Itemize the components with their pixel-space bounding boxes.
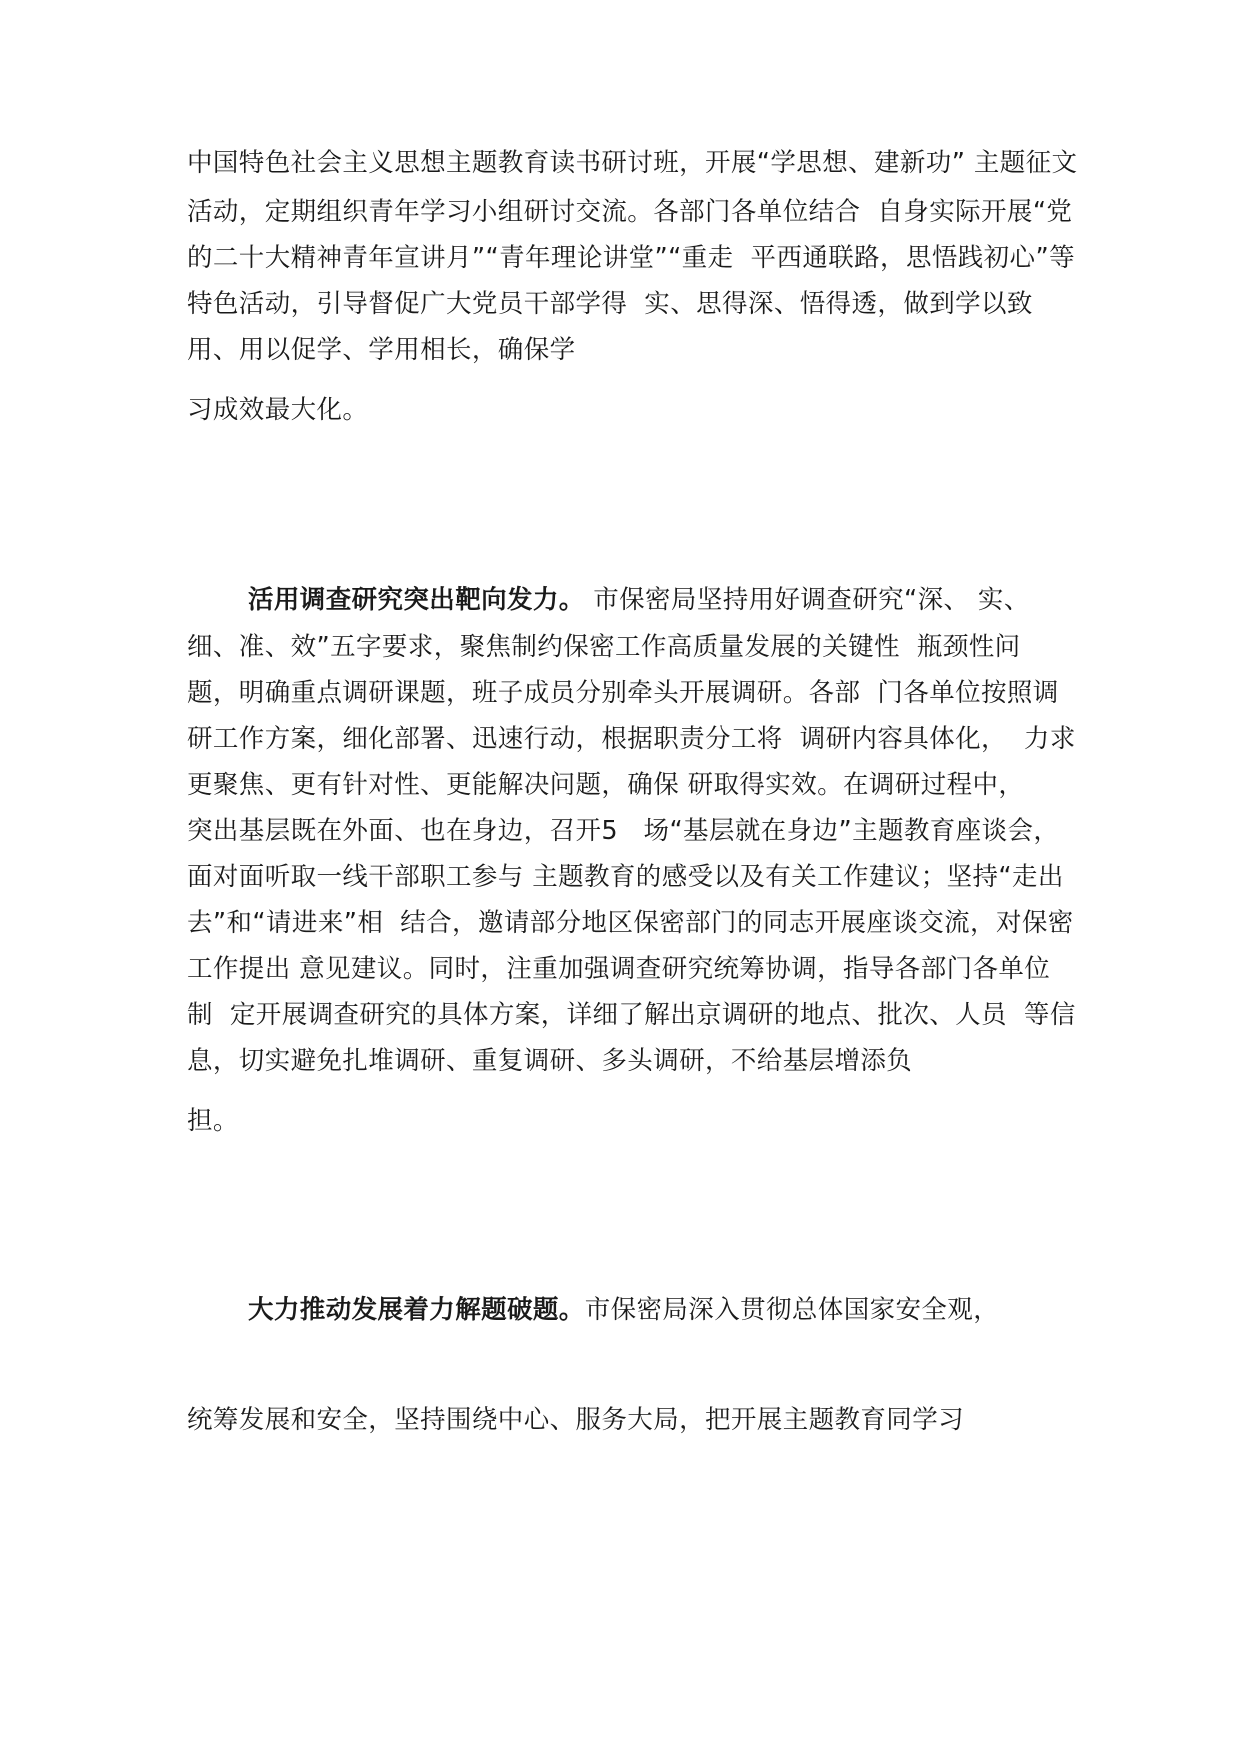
heading-continuation: 市保密局坚持用好调查研究“深、 实、 — [593, 585, 1030, 615]
section-heading: 活用调查研究突出靶向发力。 — [248, 585, 585, 615]
paragraph-line: 研工作方案，细化部署、迅速行动，根据职责分工将 调研内容具体化， 力求 — [187, 724, 1076, 754]
paragraph-line: 题，明确重点调研课题，班子成员分别牵头开展调研。各部 门各单位按照调 — [187, 678, 1059, 708]
paragraph-line: 中国特色社会主义思想主题教育读书研讨班，开展“学思想、建新功” 主题征文 — [187, 148, 1078, 178]
heading-continuation: 市保密局深入贯彻总体国家安全观， — [584, 1295, 1000, 1325]
paragraph-line: 工作提出 意见建议。同时，注重加强调查研究统筹协调，指导各部门各单位 — [187, 954, 1051, 984]
paragraph-line: 息，切实避免扎堆调研、重复调研、多头调研，不给基层增添负 — [187, 1046, 913, 1076]
paragraph-line: 去”和“请进来”相 结合，邀请部分地区保密部门的同志开展座谈交流，对保密 — [187, 908, 1074, 938]
paragraph-line: 的二十大精神青年宣讲月”“青年理论讲堂”“重走 平西通联路，思悟践初心”等 — [187, 243, 1075, 273]
section-heading: 大力推动发展着力解题破题。 — [248, 1295, 585, 1325]
paragraph-line: 特色活动，引导督促广大党员干部学得 实、思得深、悟得透，做到学以致 — [187, 289, 1033, 319]
paragraph-line: 细、准、效”五字要求，聚焦制约保密工作高质量发展的关键性 瓶颈性问 — [187, 632, 1021, 662]
paragraph-line: 统筹发展和安全，坚持围绕中心、服务大局，把开展主题教育同学习 — [187, 1405, 965, 1435]
paragraph-line: 用、用以促学、学用相长，确保学 — [187, 335, 576, 365]
paragraph-line: 担。 — [187, 1106, 239, 1136]
paragraph-line: 活动，定期组织青年学习小组研讨交流。各部门各单位结合 自身实际开展“党 — [187, 197, 1073, 227]
paragraph-line: 习成效最大化。 — [187, 395, 369, 425]
section-heading-line — [248, 1293, 1128, 1327]
paragraph-line: 突出基层既在外面、也在身边，召开5 场“基层就在身边”主题教育座谈会， — [187, 816, 1060, 846]
paragraph-line: 制 定开展调查研究的具体方案，详细了解出京调研的地点、批次、人员 等信 — [187, 1000, 1076, 1030]
paragraph-line: 更聚焦、更有针对性、更能解决问题，确保 研取得实效。在调研过程中， — [187, 770, 1025, 800]
section-heading-line — [248, 583, 1128, 617]
paragraph-line: 面对面听取一线干部职工参与 主题教育的感受以及有关工作建议；坚持“走出 — [187, 862, 1064, 892]
